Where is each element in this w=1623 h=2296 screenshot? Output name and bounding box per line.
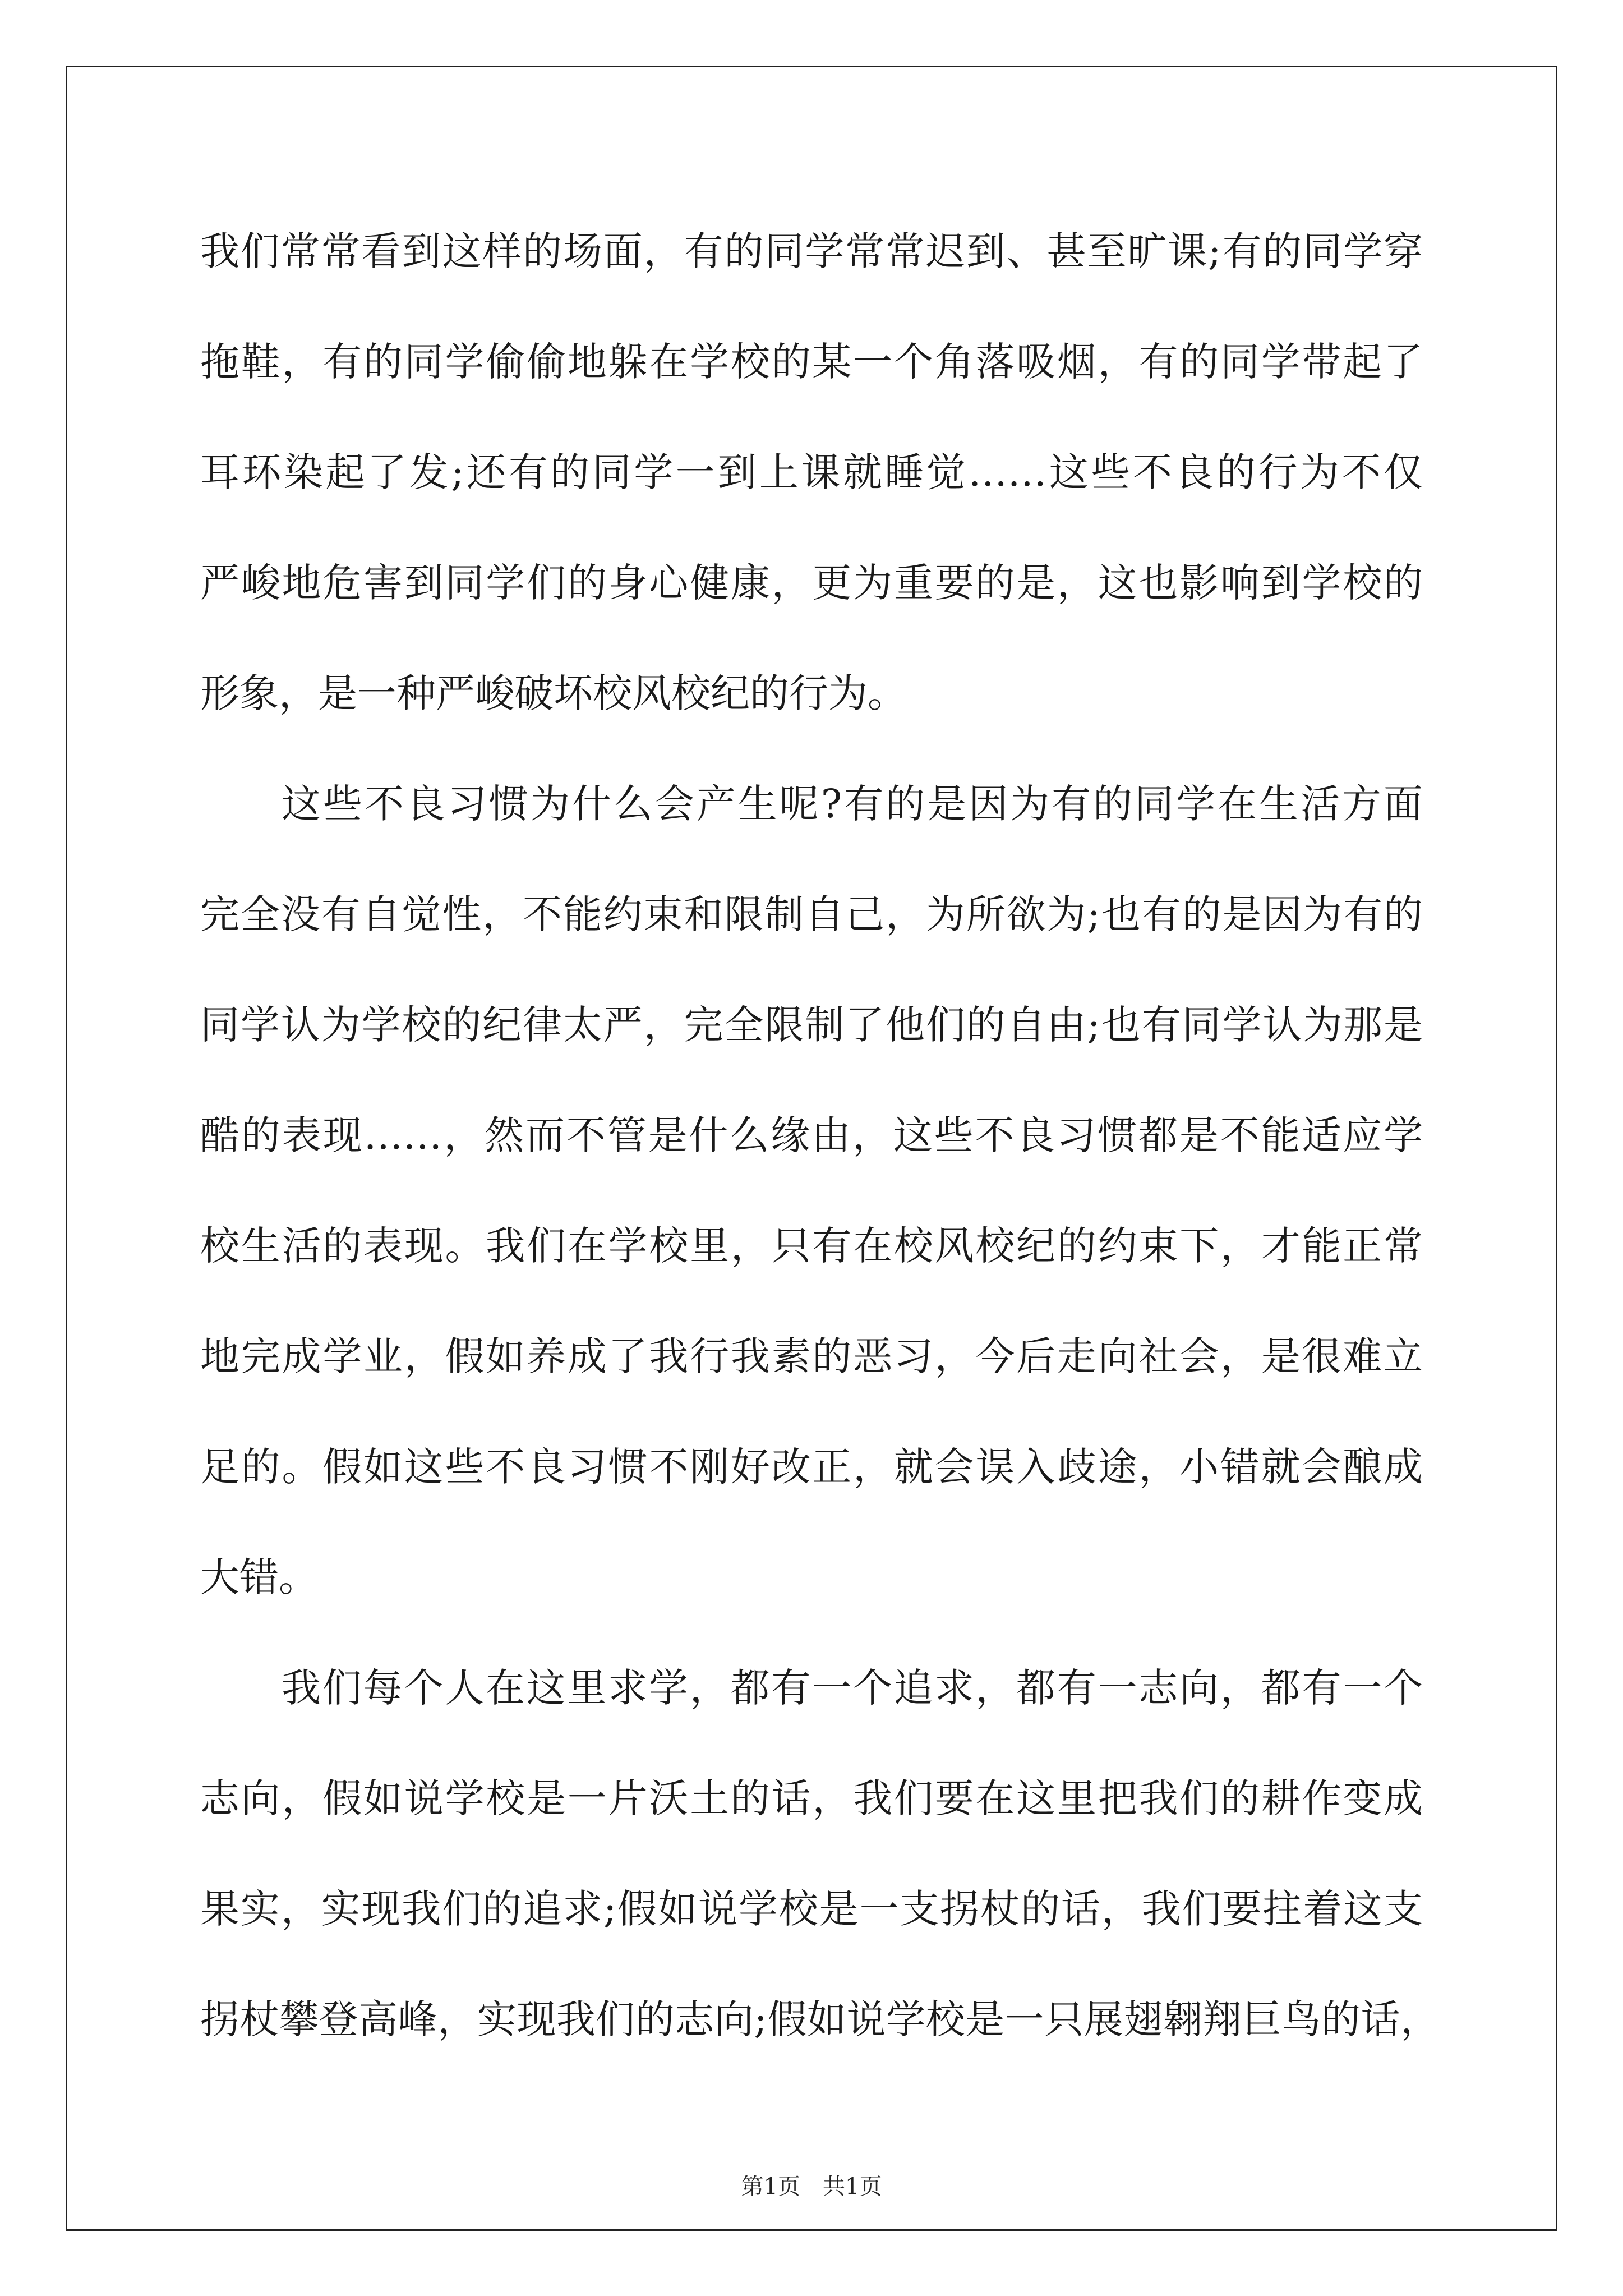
- text-line: 完全没有自觉性，不能约束和限制自己，为所欲为;也有的是因为有的: [200, 891, 1423, 937]
- text-line: 校生活的表现。我们在学校里，只有在校风校纪的约束下，才能正常: [200, 1223, 1423, 1269]
- text-line: 形象，是一种严峻破坏校风校纪的行为。: [200, 670, 907, 716]
- text-line: 足的。假如这些不良习惯不刚好改正，就会误入歧途，小错就会酿成: [200, 1444, 1423, 1490]
- text-line: 志向，假如说学校是一片沃土的话，我们要在这里把我们的耕作变成: [200, 1775, 1423, 1821]
- text-line: 大错。: [200, 1554, 318, 1600]
- text-line: 耳环染起了发;还有的同学一到上课就睡觉……这些不良的行为不仅: [200, 449, 1423, 495]
- paragraph-first-line: 这些不良习惯为什么会产生呢?有的是因为有的同学在生活方面: [282, 781, 1423, 827]
- page-number-footer: 第1页 共1页: [741, 2174, 882, 2200]
- text-line: 地完成学业，假如养成了我行我素的恶习，今后走向社会，是很难立: [200, 1333, 1423, 1379]
- text-line: 同学认为学校的纪律太严，完全限制了他们的自由;也有同学认为那是: [200, 1002, 1423, 1048]
- text-line: 我们常常看到这样的场面，有的同学常常迟到、甚至旷课;有的同学穿: [200, 228, 1423, 274]
- document-body: [200, 196, 1440, 2075]
- text-line: 酷的表现……，然而不管是什么缘由，这些不良习惯都是不能适应学: [200, 1112, 1423, 1158]
- text-line: 果实，实现我们的追求;假如说学校是一支拐杖的话，我们要拄着这支: [200, 1886, 1423, 1932]
- text-line: 严峻地危害到同学们的身心健康，更为重要的是，这也影响到学校的: [200, 560, 1423, 606]
- paragraph-first-line: 我们每个人在这里求学，都有一个追求，都有一志向，都有一个: [282, 1665, 1423, 1711]
- text-line: 拖鞋，有的同学偷偷地躲在学校的某一个角落吸烟，有的同学带起了: [200, 339, 1423, 385]
- text-line: 拐杖攀登高峰，实现我们的志向;假如说学校是一只展翅翱翔巨鸟的话，: [200, 1996, 1440, 2042]
